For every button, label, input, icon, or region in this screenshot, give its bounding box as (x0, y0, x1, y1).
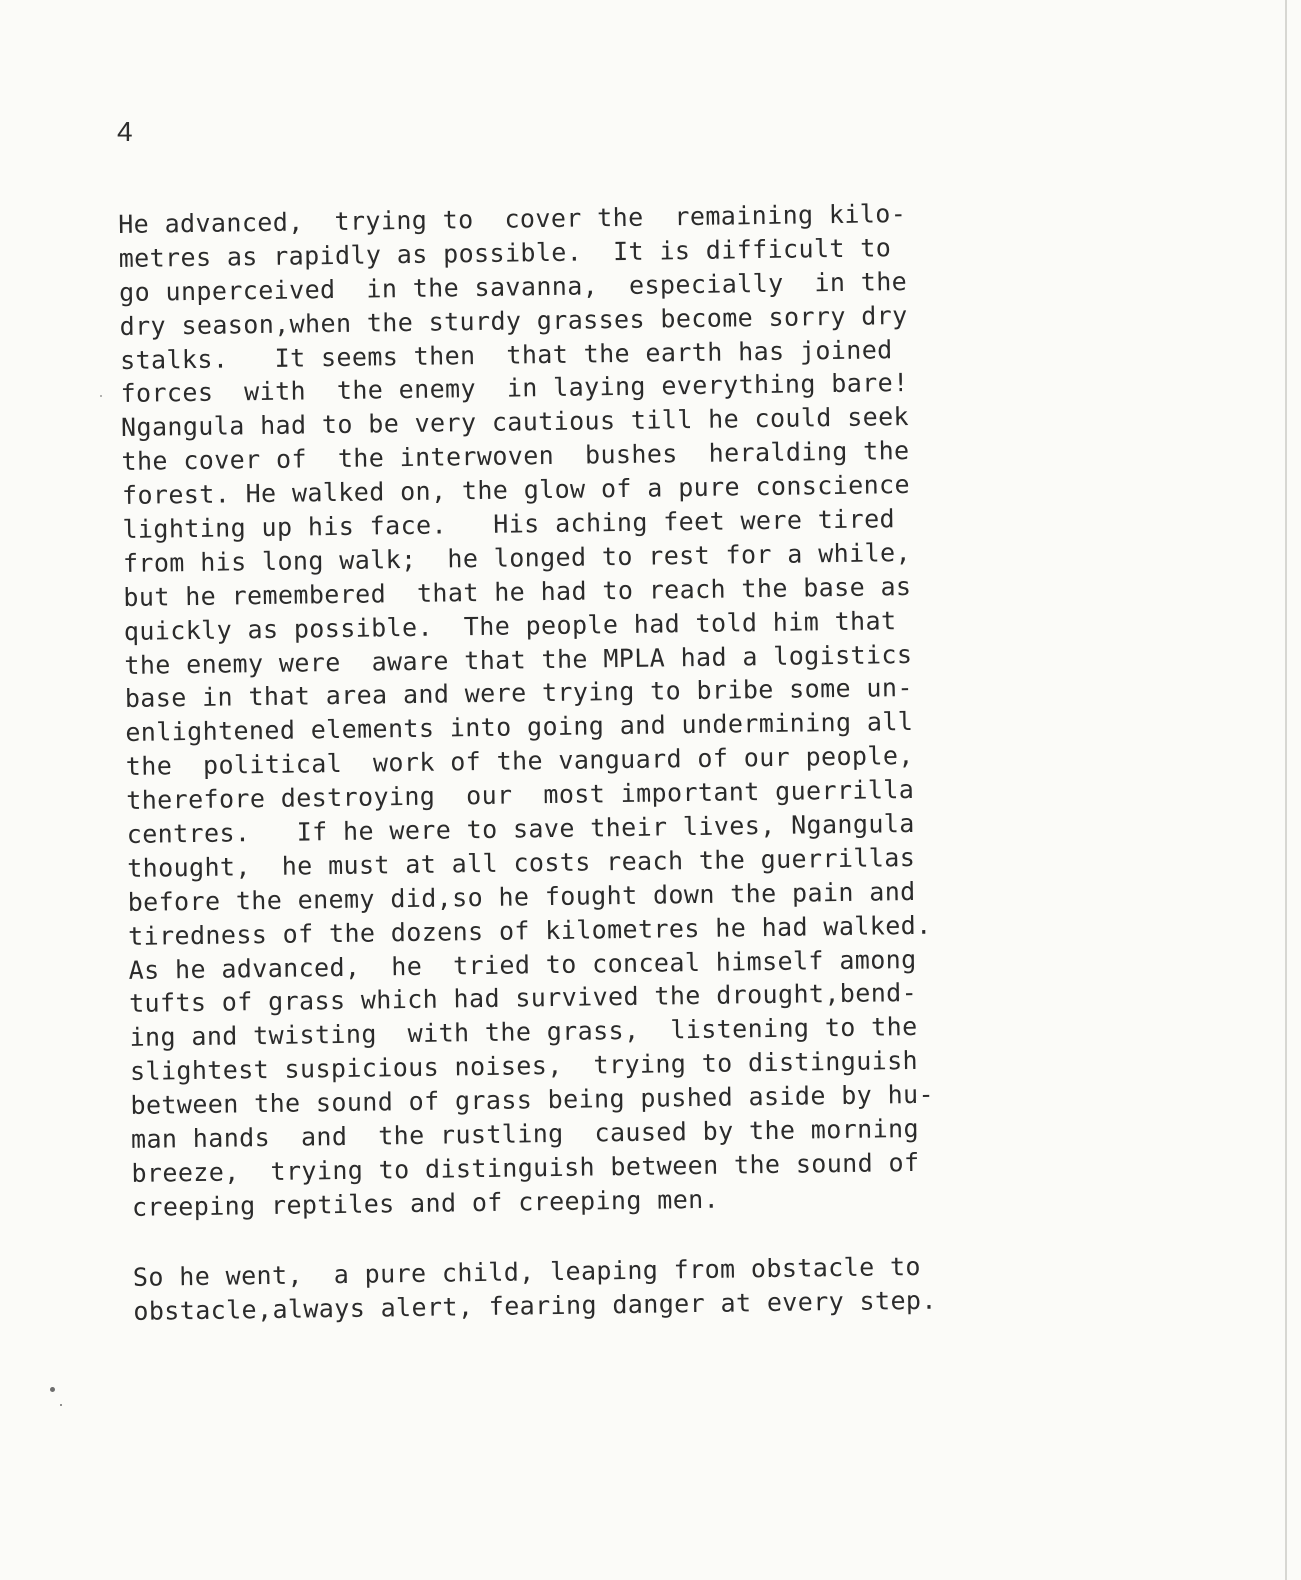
text-line: forest. He walked on, the glow of a pure conscience (121, 470, 911, 511)
text-line: tufts of grass which had survived the drought,bend- (128, 978, 918, 1019)
text-line: from his long walk; he longed to rest for a while, (122, 537, 912, 578)
text-line: the cover of the interwoven bushes heralding the (121, 436, 910, 477)
text-line: forces with the enemy in laying everything bare! (120, 368, 909, 409)
text-line: slightest suspicious noises, trying to distinguish (129, 1046, 919, 1087)
text-line: ing and twisting with the grass, listening to the (129, 1012, 918, 1053)
body-text (118, 194, 1134, 1328)
text-line: stalks. It seems then that the earth has joined (119, 334, 893, 375)
text-line: enlightened elements into going and undermining all (125, 707, 914, 748)
text-line: obstacle,always alert, fearing danger at every step. (133, 1285, 937, 1326)
page-number: 4 (117, 116, 133, 147)
ink-speck (100, 395, 102, 397)
text-line: man hands and the rustling caused by the morning (130, 1113, 920, 1154)
text-line: lighting up his face. His aching feet were tired (122, 504, 896, 544)
text-line: base in that area and were trying to bribe some un- (124, 673, 913, 714)
text-line: the political work of the vanguard of our people, (125, 741, 914, 782)
text-line: As he advanced, he tried to conceal himself among (128, 944, 917, 985)
text-line: the enemy were aware that the MPLA had a logistics (124, 639, 913, 680)
text-line: but he remembered that he had to reach the base as (123, 571, 912, 612)
text-line: dry season,when the sturdy grasses become sorry dry (119, 300, 908, 341)
text-line: creeping reptiles and of creeping men. (131, 1184, 720, 1222)
text-line: quickly as possible. The people had told him that (123, 605, 897, 646)
text-line: before the enemy did,so he fought down the pain and (127, 876, 916, 917)
text-line: He advanced, trying to cover the remaining kilo- (118, 198, 907, 239)
ink-speck (60, 1404, 62, 1406)
text-line: go unperceived in the savanna, especially in the (118, 266, 908, 307)
text-line: centres. If he were to save their lives, Ngangula (126, 808, 915, 849)
text-line: Ngangula had to be very cautious till he could seek (120, 402, 910, 443)
paragraph-2 (133, 1247, 1134, 1329)
ink-speck (50, 1387, 55, 1392)
text-line: breeze, trying to distinguish between the sound of (131, 1147, 920, 1188)
text-line: thought, he must at all costs reach the guerrillas (127, 842, 916, 883)
text-line: So he went, a pure child, leaping from obstacle to (132, 1251, 922, 1292)
text-line: between the sound of grass being pushed aside by hu- (130, 1079, 935, 1121)
paragraph-1 (118, 194, 1132, 1225)
text-line: therefore destroying our most important guerrilla (126, 775, 915, 816)
page-edge-shadow (1285, 0, 1287, 1580)
text-line: metres as rapidly as possible. It is difficult to (118, 233, 892, 273)
text-line: tiredness of the dozens of kilometres he had walked. (127, 910, 932, 951)
